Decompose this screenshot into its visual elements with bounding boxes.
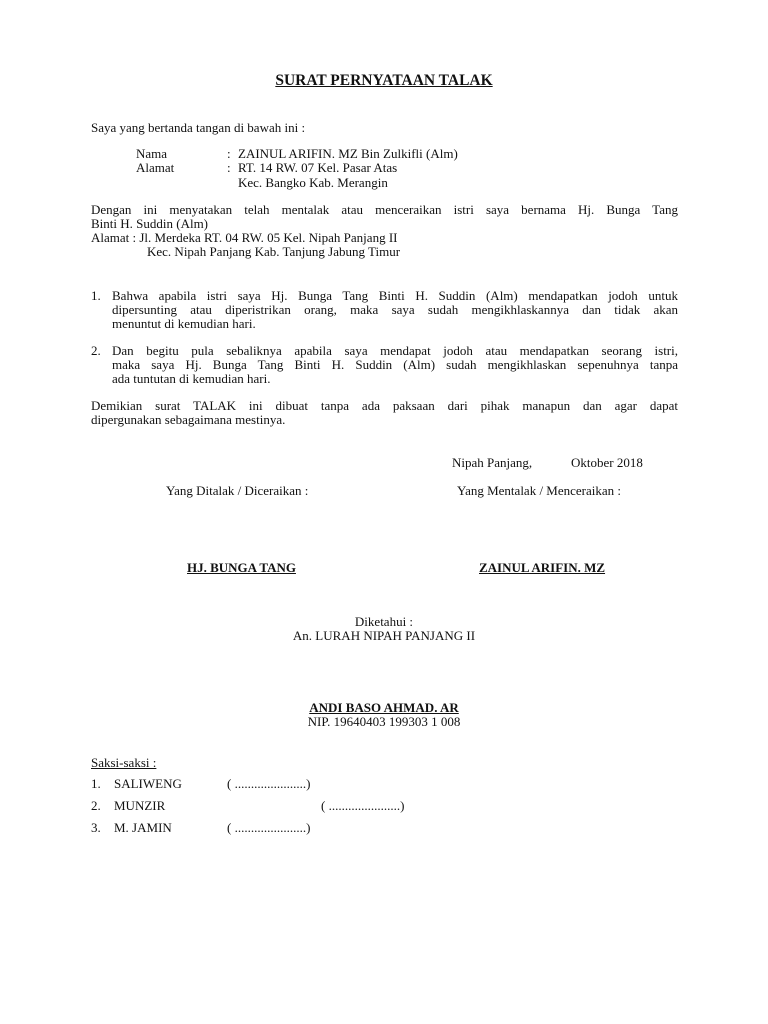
witness-number: 3. — [91, 820, 101, 835]
item-1-line-3: menuntut di kemudian hari. — [112, 316, 256, 331]
nama-colon: : — [227, 146, 231, 161]
witness-signature-blank: ( ......................) — [321, 798, 405, 813]
statement-line-1: Dengan ini menyatakan telah mentalak atau menceraikan istri saya bernama Hj. Bunga Tang — [91, 202, 678, 217]
witness-name: M. JAMIN — [114, 820, 172, 835]
item-2-line-3: ada tuntutan di kemudian hari. — [112, 371, 271, 386]
nama-value: ZAINUL ARIFIN. MZ Bin Zulkifli (Alm) — [238, 146, 458, 161]
approval-label: Diketahui : — [354, 614, 414, 629]
alamat-colon: : — [227, 160, 231, 175]
item-number: 2. — [91, 343, 101, 358]
document-title: SURAT PERNYATAAN TALAK — [275, 72, 493, 89]
left-signature-label: Yang Ditalak / Diceraikan : — [166, 483, 309, 498]
witnesses-heading: Saksi-saksi : — [91, 755, 157, 770]
nama-label: Nama — [136, 146, 168, 161]
statement-address-line-2: Kec. Nipah Panjang Kab. Tanjung Jabung Timur — [147, 244, 401, 259]
item-2-line-1: Dan begitu pula sebaliknya apabila saya mendapat jodoh atau mendapatkan seorang istri, — [112, 343, 678, 358]
witness-number: 1. — [91, 776, 101, 791]
intro-text: Saya yang bertanda tangan di bawah ini : — [91, 120, 306, 135]
item-number: 1. — [91, 288, 101, 303]
approval-office: An. LURAH NIPAH PANJANG II — [292, 628, 476, 643]
right-signatory-name: ZAINUL ARIFIN. MZ — [479, 560, 606, 575]
statement-line-2: Binti H. Suddin (Alm) — [91, 216, 209, 231]
closing-line-1: Demikian surat TALAK ini dibuat tanpa ada paksaan dari pihak manapun dan agar dapat — [91, 398, 678, 413]
item-2-line-2: maka saya Hj. Bunga Tang Binti H. Suddin (Alm) sudah mengikhlaskan sepenuhnya tanpa — [112, 357, 678, 372]
alamat-label: Alamat — [136, 160, 175, 175]
witness-signature-blank: ( ......................) — [227, 776, 311, 791]
witness-name: SALIWENG — [114, 776, 182, 791]
alamat-line-2: Kec. Bangko Kab. Merangin — [238, 175, 388, 190]
signing-date: Oktober 2018 — [571, 455, 643, 470]
approver-name: ANDI BASO AHMAD. AR — [309, 700, 459, 715]
witness-number: 2. — [91, 798, 101, 813]
witness-signature-blank: ( ......................) — [227, 820, 311, 835]
item-1-line-2: dipersunting atau diperistrikan orang, maka saya sudah mengikhlaskannya dan tidak akan — [112, 302, 678, 317]
right-signature-label: Yang Mentalak / Menceraikan : — [457, 483, 622, 498]
statement-address-line-1: Alamat : Jl. Merdeka RT. 04 RW. 05 Kel. Nipah Panjang II — [91, 230, 398, 245]
closing-line-2: dipergunakan sebagaimana mestinya. — [91, 412, 286, 427]
approver-nip: NIP. 19640403 199303 1 008 — [307, 714, 461, 729]
alamat-line-1: RT. 14 RW. 07 Kel. Pasar Atas — [238, 160, 398, 175]
left-signatory-name: HJ. BUNGA TANG — [187, 560, 296, 575]
signing-place: Nipah Panjang, — [452, 455, 533, 470]
item-1-line-1: Bahwa apabila istri saya Hj. Bunga Tang Binti H. Suddin (Alm) mendapatkan jodoh untuk — [112, 288, 678, 303]
witness-name: MUNZIR — [114, 798, 166, 813]
